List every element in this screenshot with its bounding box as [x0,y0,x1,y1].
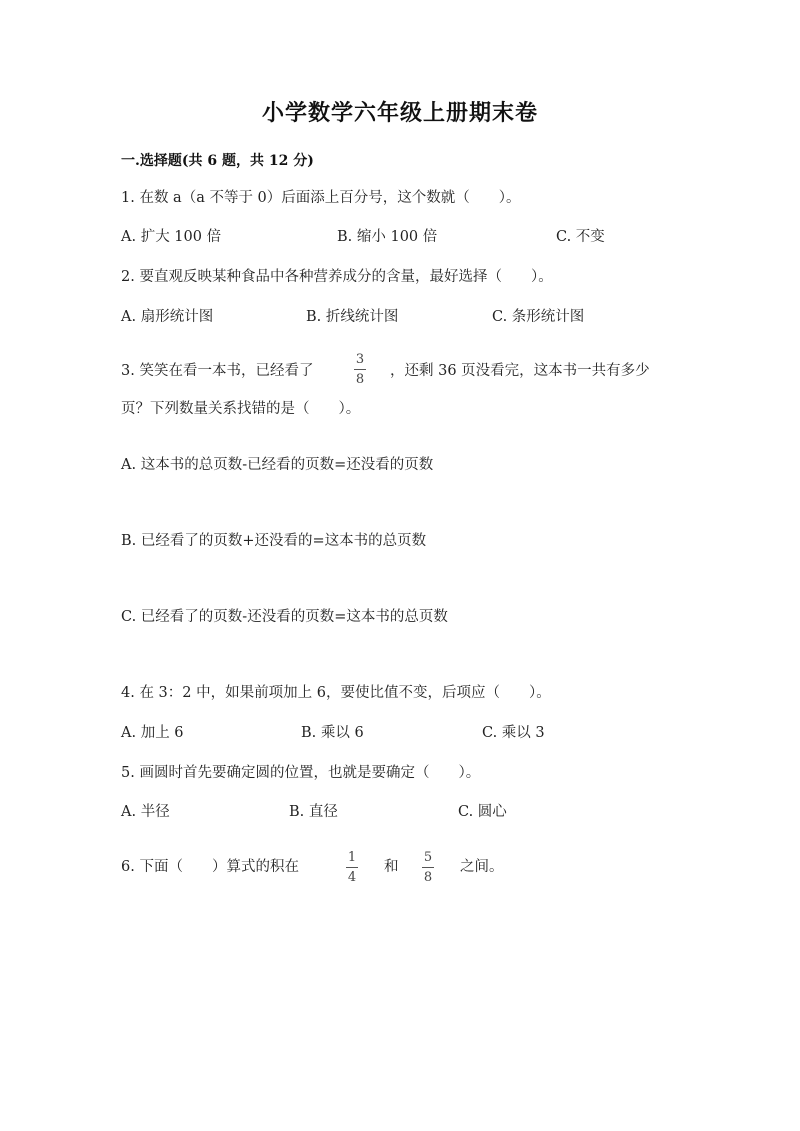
question-4-option-c: C. 乘以 3 [482,725,545,741]
question-6-fraction-1 [346,850,358,885]
question-5-stem: 5. 画圆时首先要确定圆的位置，也就是要确定（ ）。 [121,765,481,781]
question-4-option-a: A. 加上 6 [121,725,184,741]
question-6-stem-end: 之间。 [460,859,504,875]
question-1-option-b: B. 缩小 100 倍 [337,229,438,245]
question-2-option-b: B. 折线统计图 [306,309,399,325]
question-4-stem: 4. 在 3：2 中，如果前项加上 6，要使比值不变，后项应（ ）。 [121,685,551,701]
question-3-stem-line2: 页？下列数量关系找错的是（ ）。 [121,401,361,417]
question-3-option-c: C. 已经看了的页数-还没看的页数=这本书的总页数 [121,609,448,625]
section-heading: 一.选择题(共 6 题，共 12 分) [121,153,314,169]
question-5-option-a: A. 半径 [121,804,170,820]
question-3-option-b: B. 已经看了的页数+还没看的=这本书的总页数 [121,533,427,549]
fraction-numerator: 5 [423,850,433,865]
question-6-stem-part1: 6. 下面（ ）算式的积在 [121,859,299,875]
fraction-denominator: 4 [347,870,357,885]
question-2-option-a: A. 扇形统计图 [121,309,214,325]
question-4-option-b: B. 乘以 6 [301,725,364,741]
fraction-bar [346,867,358,868]
question-6-fraction-2 [422,850,434,885]
question-5-option-c: C. 圆心 [458,804,507,820]
fraction-bar [354,369,366,370]
question-5-option-b: B. 直径 [289,804,338,820]
page-title: 小学数学六年级上册期末卷 [261,100,538,126]
question-3-option-a: A. 这本书的总页数-已经看的页数=还没看的页数 [121,457,434,473]
question-2-stem: 2. 要直观反映某种食品中各种营养成分的含量，最好选择（ ）。 [121,269,553,285]
fraction-bar [422,867,434,868]
fraction-numerator: 1 [347,850,357,865]
fraction-denominator: 8 [355,372,365,387]
question-6-stem-mid: 和 [384,859,399,875]
fraction-denominator: 8 [423,870,433,885]
question-1-option-c: C. 不变 [556,229,605,245]
question-1-option-a: A. 扩大 100 倍 [121,229,222,245]
question-1-stem: 1. 在数 a（a 不等于 0）后面添上百分号，这个数就（ ）。 [121,190,521,206]
question-3-stem-part1: 3. 笑笑在看一本书，已经看了 [121,363,314,379]
question-2-option-c: C. 条形统计图 [492,309,585,325]
question-3-fraction [354,352,366,387]
fraction-numerator: 3 [355,352,365,367]
question-3-stem-part2: ，还剩 36 页没看完，这本书一共有多少 [390,363,650,379]
